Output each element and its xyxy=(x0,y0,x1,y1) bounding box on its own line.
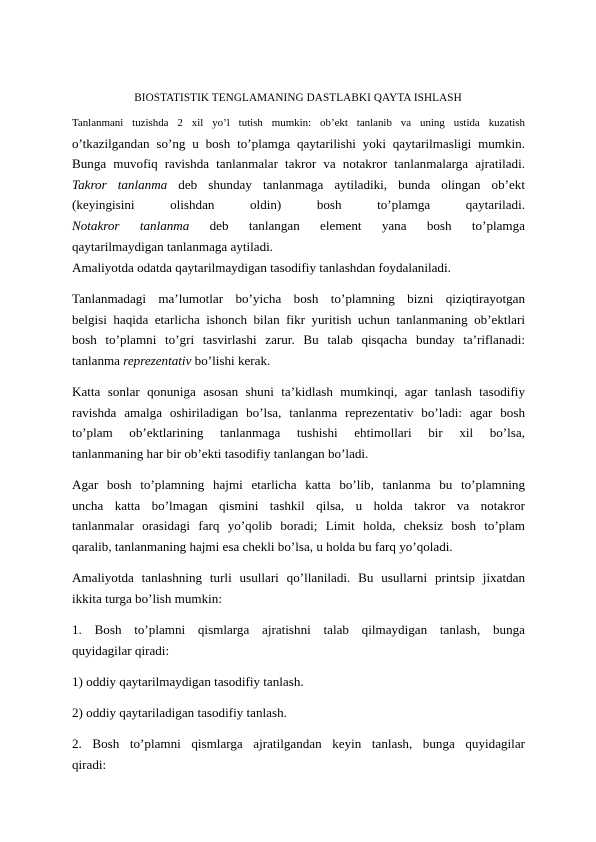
text-fragment: tanlanma xyxy=(72,352,124,368)
text-line: 2) oddiy qaytariladigan tasodifiy tanlash. xyxy=(72,705,287,720)
text-fragment: deb tanlangan element yana bosh to’plamga xyxy=(189,217,525,233)
text-line: Agar bosh to’plamning hajmi etarlicha katta bo’lib, tanlanma bu to’plamning xyxy=(72,477,525,492)
text-line: tanlanmalar orasidagi farq yo’qolib boradi; Limit holda, cheksiz bosh to’plam xyxy=(72,518,525,534)
paragraph-practice xyxy=(72,258,525,279)
text-fragment: deb shunday tanlanmaga aytiladiki, bunda olingan ob’ekt xyxy=(167,176,525,192)
text-line: 1. Bosh to’plamni qismlarga ajratishni talab qilmaydigan tanlash, bunga xyxy=(72,622,525,637)
text-fragment: bo’lishi kerak. xyxy=(191,352,271,368)
text-line: Amaliyotda odatda qaytarilmaydigan tasodifiy tanlashdan foydalaniladi. xyxy=(72,260,451,275)
text-line: qaralib, tanlanmaning hajmi esa chekli bo’lsa, u holda bu farq yo’qoladi. xyxy=(72,538,453,554)
term-notakror-tanlanma: Notakror tanlanma xyxy=(72,217,190,233)
text-line: belgisi haqida etarlicha ishonch bilan fikr yuritish uchun tanlanmaning ob’ektlari xyxy=(72,311,525,327)
text-line: quyidagilar qiradi: xyxy=(72,642,170,658)
text-line: tanlanmaning har bir ob’ekti tasodifiy tanlangan bo’ladi. xyxy=(72,445,369,461)
paragraph-sampling-methods xyxy=(72,113,525,257)
text-line: ikkita turga bo’lish mumkin: xyxy=(72,590,222,606)
paragraph-population-size xyxy=(72,475,525,557)
paragraph-representative xyxy=(72,289,525,371)
text-line: Bunga muvofiq ravishda tanlanmalar takror va notakror tanlanmalarga ajratiladi. xyxy=(72,156,525,172)
text-line: Tanlanmadagi ma’lumotlar bo’yicha bosh to’plamning bizni qiziqtirayotgan xyxy=(72,291,525,306)
paragraph-methods-types xyxy=(72,568,525,609)
list-subitem-1 xyxy=(72,672,525,693)
text-line: o’tkazilgandan so’ng u bosh to’plamga qaytarilishi yoki qaytarilmasligi mumkin. xyxy=(72,135,525,151)
document-title: BIOSTATISTIK TENGLAMANING DASTLABKI QAYTA ISHLASH xyxy=(134,92,462,104)
list-item-2 xyxy=(72,734,525,775)
text-line xyxy=(72,216,525,237)
text-line xyxy=(72,175,525,196)
text-line: to’plam ob’ektlarining tanlanmaga tushishi ehtimollari bir xil bo’lsa, xyxy=(72,425,525,441)
text-line: (keyingisini olishdan oldin) bosh to’plamga qaytariladi. xyxy=(72,197,525,213)
list-item-1 xyxy=(72,620,525,661)
text-line: 1) oddiy qaytarilmaydigan tasodifiy tanlash. xyxy=(72,674,304,689)
term-reprezentativ: reprezentativ xyxy=(123,352,192,368)
text-line: Tanlanmani tuzishda 2 xil yo’l tutish mumkin: ob’ekt tanlanib va uning ustida kuzatish xyxy=(72,117,525,129)
text-line xyxy=(72,351,525,372)
text-line: qaytarilmaydigan tanlanmaga aytiladi. xyxy=(72,238,274,254)
paragraph-large-numbers xyxy=(72,382,525,464)
text-line: ravishda amalga oshiriladigan bo’lsa, tanlanma reprezentativ bo’ladi: agar bosh xyxy=(72,404,525,420)
text-line: bosh to’plamni to’gri tasvirlashi zarur. Bu talab qisqacha bunday ta’riflanadi: xyxy=(72,332,525,348)
text-line: 2. Bosh to’plamni qismlarga ajratilgandan keyin tanlash, bunga quyidagilar xyxy=(72,736,525,751)
text-line: qiradi: xyxy=(72,756,107,772)
text-line: uncha katta bo’lmagan qismini tashkil qilsa, u holda takror va notakror xyxy=(72,497,525,513)
text-line: Amaliyotda tanlashning turli usullari qo’llaniladi. Bu usullarni printsip jixatdan xyxy=(72,570,525,585)
term-takror-tanlanma: Takror tanlanma xyxy=(72,176,168,192)
text-line: Katta sonlar qonuniga asosan shuni ta’kidlash mumkinqi, agar tanlash tasodifiy xyxy=(72,384,525,399)
list-subitem-2 xyxy=(72,703,525,724)
